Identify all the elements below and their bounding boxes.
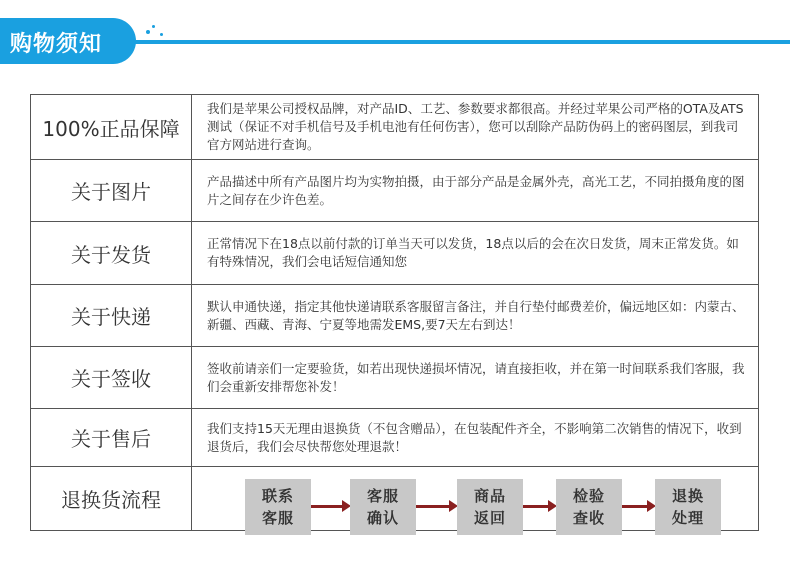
shopping-notice-table bbox=[30, 94, 759, 531]
decorative-dot bbox=[152, 25, 155, 28]
row-label: 关于发货 bbox=[31, 222, 192, 284]
table-row-return-process bbox=[31, 467, 758, 530]
row-description: 默认申通快递，指定其他快递请联系客服留言备注，并自行垫付邮费差价，偏远地区如：内蒙古、新疆、西藏、青海、宁夏等地需发EMS,要7天左右到达！ bbox=[207, 298, 745, 332]
step-line: 处理 bbox=[671, 509, 704, 527]
arrow-right-icon bbox=[523, 505, 549, 508]
decorative-dot bbox=[160, 33, 163, 36]
row-description: 我们是苹果公司授权品牌，对产品ID、工艺、参数要求都很高。并经过苹果公司严格的OTA及ATS测试（保证不对手机信号及手机电池有任何伤害），您可以刮除产品防伪码上的密码图层，到我司官方网站进行查询。 bbox=[207, 101, 744, 152]
row-label: 退换货流程 bbox=[31, 467, 192, 530]
arrow-right-icon bbox=[311, 505, 343, 508]
process-step-contact-service bbox=[245, 479, 311, 535]
step-line: 客服 bbox=[261, 509, 294, 527]
step-line: 客服 bbox=[366, 487, 399, 505]
table-row-courier bbox=[31, 285, 758, 347]
step-line: 返回 bbox=[473, 509, 506, 527]
process-step-refund-exchange bbox=[655, 479, 721, 535]
step-line: 退换 bbox=[671, 487, 704, 505]
row-label: 关于快递 bbox=[31, 285, 192, 346]
return-process-flow bbox=[207, 467, 758, 530]
table-row-signing bbox=[31, 347, 758, 409]
row-description: 正常情况下在18点以前付款的订单当天可以发货，18点以后的会在次日发货，周末正常发货。如有特殊情况，我们会电话短信通知您 bbox=[207, 236, 739, 269]
step-line: 联系 bbox=[261, 487, 294, 505]
row-description: 我们支持15天无理由退换货（不包含赠品），在包装配件齐全，不影响第二次销售的情况下，收到退货后，我们会尽快帮您处理退款！ bbox=[207, 420, 742, 454]
table-row-guarantee bbox=[31, 95, 758, 160]
process-step-service-confirm bbox=[350, 479, 416, 535]
row-label: 关于签收 bbox=[31, 347, 192, 408]
row-description: 签收前请亲们一定要验货，如若出现快递损坏情况，请直接拒收，并在第一时间联系我们客服，我们会重新安排帮您补发！ bbox=[207, 360, 745, 394]
row-label: 关于图片 bbox=[31, 160, 192, 221]
arrow-right-icon bbox=[416, 505, 450, 508]
arrow-right-icon bbox=[622, 505, 648, 508]
process-step-return-goods bbox=[457, 479, 523, 535]
row-label: 关于售后 bbox=[31, 409, 192, 466]
header-divider-line bbox=[130, 40, 790, 44]
row-label: 100%正品保障 bbox=[31, 95, 192, 159]
table-row-images bbox=[31, 160, 758, 222]
section-header-banner bbox=[0, 18, 136, 64]
process-step-inspect-receive bbox=[556, 479, 622, 535]
step-line: 检验 bbox=[572, 487, 605, 505]
step-line: 商品 bbox=[473, 487, 506, 505]
section-title: 购物须知 bbox=[10, 32, 103, 57]
decorative-dot bbox=[146, 30, 150, 34]
row-description: 产品描述中所有产品图片均为实物拍摄，由于部分产品是金属外壳，高光工艺，不同拍摄角度的图片之间存在少许色差。 bbox=[207, 173, 745, 207]
step-line: 查收 bbox=[572, 509, 605, 527]
table-row-shipping bbox=[31, 222, 758, 285]
table-row-after-sales bbox=[31, 409, 758, 467]
step-line: 确认 bbox=[366, 509, 399, 527]
